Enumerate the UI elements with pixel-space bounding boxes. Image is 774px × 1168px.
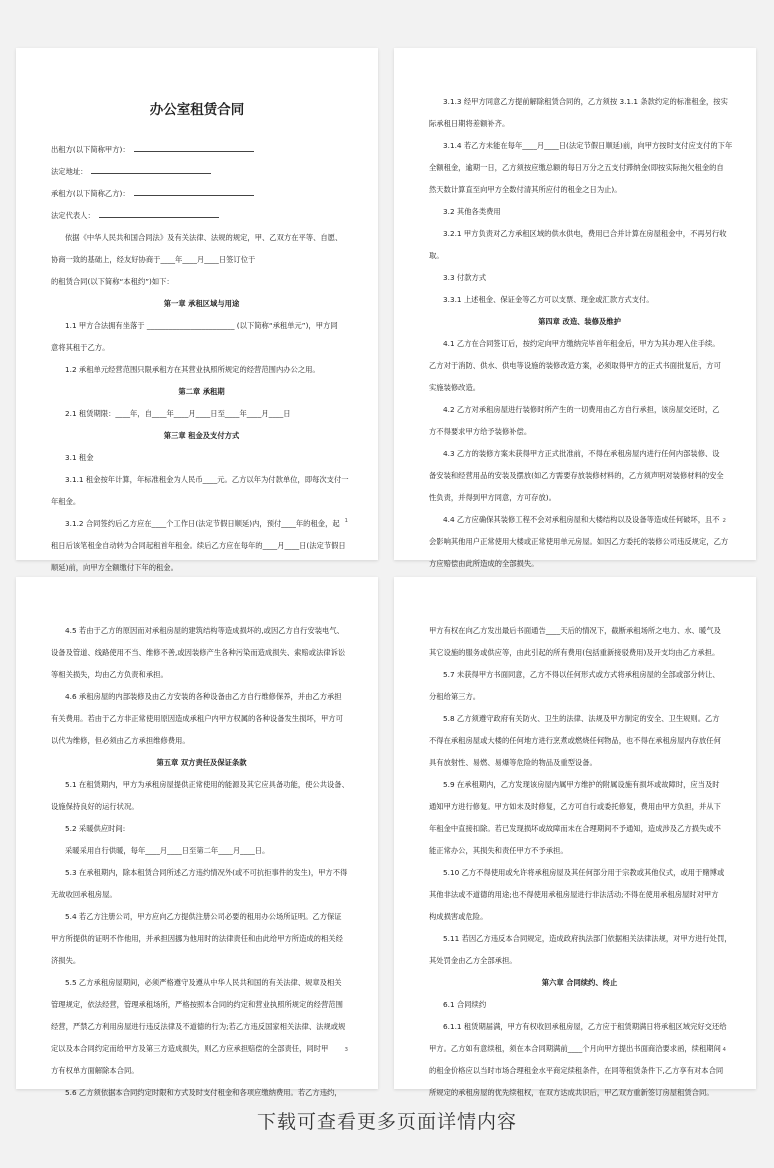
line-text: 依据《中华人民共和国合同法》及有关法律、法规的规定，甲、乙双方在平等、自愿、: [65, 233, 343, 242]
line-text: 方不得要求甲方给予装修补偿。: [429, 427, 532, 436]
line-text: 方有权单方面解除本合同。: [51, 1066, 139, 1075]
text-line: [429, 135, 733, 157]
text-line: [51, 774, 352, 796]
document-page-1: [16, 48, 378, 572]
text-line: [429, 157, 730, 179]
line-text: 第三章 租金及支付方式: [163, 431, 240, 440]
page-number: 3: [344, 1047, 348, 1053]
text-line: [429, 686, 730, 708]
line-text: 具有放射性、易燃、易爆等危险的物品及重型设备。: [429, 758, 597, 767]
line-text: 不得在承租房屋或大楼的任何地方进行烹煮或燃烧任何物品，也不得在承租房屋内存放任何: [429, 736, 721, 745]
text-line: [51, 972, 352, 994]
text-line: [51, 1060, 352, 1082]
line-text: 5.5 乙方承租房屋期间，必须严格遵守及遵从中华人民共和国的有关法律、规章及相关: [65, 978, 342, 987]
line-text: 3.1.3 经甲方同意乙方提前解除租赁合同的，乙方须按 3.1.1 条款约定的标准租金，按实: [443, 97, 728, 106]
fill-in-blank: [91, 165, 211, 174]
chapter-heading: [51, 752, 352, 774]
text-line: [429, 1016, 730, 1038]
text-line: [51, 1082, 352, 1104]
fill-in-blank: [134, 143, 254, 152]
line-text: 第五章 双方责任及保证条款: [156, 758, 247, 767]
line-text: 1.2 承租单元经营范围只限承租方在其营业执照所规定的经营范围内办公之用。: [65, 365, 320, 374]
page-2-text: [429, 91, 733, 575]
text-line: [51, 840, 352, 862]
text-line: [51, 557, 352, 579]
line-text: 性负责，并得到甲方同意，方可存放)。: [429, 493, 556, 502]
text-line: [51, 686, 352, 708]
line-text: 5.4 若乙方注册公司，甲方应向乙方提供注册公司必要的租用办公场所证明。乙方保证: [65, 912, 342, 921]
line-text: 3.1.1 租金按年计算，年标准租金为人民币____元。乙方以年为付款单位，即每次支付一: [65, 475, 349, 484]
document-title: 办公室租赁合同: [149, 102, 245, 118]
line-text: 5.11 若因乙方违反本合同规定，造成政府执法部门依据相关法律法规，对甲方进行处罚，: [443, 934, 732, 943]
line-text: 定以及本合同约定而给甲方及第三方造成损失，则乙方应承担赔偿的全部责任，同时甲: [51, 1044, 329, 1053]
document-page-3: [16, 577, 378, 1097]
page-3-text: [51, 620, 352, 1104]
line-text: 6.1.1 租赁期届满，甲方有权收回承租房屋，乙方应于租赁期满日将承租区域完好交还给: [443, 1022, 727, 1031]
page-number: 4: [722, 1047, 726, 1053]
line-text: 5.2 采暖供应时间:: [65, 824, 126, 833]
text-line: [429, 796, 730, 818]
text-line: [429, 223, 730, 245]
line-text: 4.3 乙方的装修方案未获得甲方正式批准前，不得在承租房屋内进行任何内部装修、设: [443, 449, 720, 458]
text-line: [429, 399, 730, 421]
line-text: 协商一致的基础上，经友好协商于____年____月____日签订位于: [51, 255, 256, 264]
line-text: 年租金中直接扣除。若已发现损坏或故障而未在合理期间不予通知，造成涉及乙方损失或不: [429, 824, 721, 833]
text-line: [429, 1082, 730, 1104]
text-line: [429, 531, 730, 553]
text-line: [51, 271, 352, 293]
text-line: [429, 620, 730, 642]
line-text: 分租给第三方。: [429, 692, 481, 701]
text-line: [51, 249, 352, 271]
line-text: 顺延)前，向甲方全额缴付下年的租金。: [51, 563, 178, 572]
text-line: [429, 730, 730, 752]
line-text: 3.2 其他各类费用: [443, 207, 501, 216]
line-text: 甲方。乙方如有意续租，须在本合同期满前____个月向甲方提出书面商洽要求函，续租期间: [429, 1044, 721, 1053]
text-line: [51, 183, 352, 205]
text-line: [51, 664, 352, 686]
text-line: [429, 333, 730, 355]
text-line: [51, 1038, 352, 1060]
page-number: 1: [344, 518, 348, 524]
text-line: [51, 730, 352, 752]
line-text: 其它设施的服务或供应等，由此引起的所有费用(包括重新接驳费用)及开支均由乙方承担。: [429, 648, 720, 657]
text-line: [429, 91, 730, 113]
text-line: [51, 315, 352, 337]
line-text: 3.1.2 合同签约后乙方应在____个工作日(法定节假日顺延)内，预付____年的租金，起: [65, 519, 340, 528]
line-text: 甲方有权在向乙方发出最后书面通告____天后的情况下，截断承租场所之电力、水、暖气及: [429, 626, 721, 635]
text-line: [51, 1016, 352, 1038]
line-text: 租日后该笔租金自动转为合同起租首年租金。续后乙方应在每年的____月____日(法定节假日: [51, 541, 346, 550]
text-line: [51, 862, 352, 884]
text-line: [429, 113, 730, 135]
text-line: [429, 355, 730, 377]
line-text: 4.6 承租房屋的内部装修及由乙方安装的各种设备由乙方自行维修保养，并由乙方承担: [65, 692, 342, 701]
line-text: 设施保持良好的运行状况。: [51, 802, 139, 811]
text-line: [429, 201, 730, 223]
line-text: 4.1 乙方在合同签订后，按约定向甲方缴纳完毕首年租金后，甲方为其办理入住手续。: [443, 339, 720, 348]
page-number: 2: [722, 518, 726, 524]
line-text: 4.5 若由于乙方的原因而对承租房屋的建筑结构等造成损坏的,或因乙方自行安装电气、: [65, 626, 344, 635]
line-text: 构成损害或危险。: [429, 912, 488, 921]
line-text: 法定地址：: [51, 167, 88, 176]
line-text: 方应赔偿由此所造成的全部损失。: [429, 559, 539, 568]
text-line: [429, 1060, 730, 1082]
line-text: 5.10 乙方不得使用或允许将承租房屋及其任何部分用于宗教或其他仪式，或用于赌博或: [443, 868, 725, 877]
text-line: [51, 642, 352, 664]
line-text: 第六章 合同续约、终止: [541, 978, 618, 987]
text-line: [51, 994, 352, 1016]
line-text: 3.1 租金: [65, 453, 94, 462]
text-line: [429, 884, 730, 906]
line-text: 采暖采用自行供暖，每年____月____日至第二年____月____日。: [65, 846, 270, 855]
text-line: [429, 752, 730, 774]
line-text: 2.1 租赁期限：____年，自____年____月____日至____年____月____日: [65, 409, 291, 418]
line-text: 3.3.1 上述租金、保证金等乙方可以支票、现金或汇款方式支付。: [443, 295, 654, 304]
line-text: 5.9 在承租期内，乙方发现该房屋内属甲方维护的附属设施有损坏或故障时，应当及时: [443, 780, 720, 789]
line-text: 其他非法或不道德的用途;也不得使用承租房屋进行非法活动;不得在使用承租房屋时对甲方: [429, 890, 719, 899]
text-line: [429, 708, 730, 730]
download-more-link[interactable]: 下载可查看更多页面详情内容: [256, 1111, 517, 1133]
line-text: 设备及管道、线路使用不当、维修不善,或因装修产生各种污染而造成损失、索赔或法律诉讼: [51, 648, 346, 657]
line-text: 4.2 乙方对承租房屋进行装修时所产生的一切费用由乙方自行承担，该房屋交还时，乙: [443, 405, 720, 414]
line-text: 备安装和经营用品的安装及摆放(如乙方需要存放装修材料的，乙方须声明对装修材料的安全: [429, 471, 724, 480]
line-text: 有关费用。若由于乙方非正常使用原因造成承租户内甲方权属的各种设备发生损坏，甲方可: [51, 714, 343, 723]
line-text: 4.4 乙方应确保其装修工程不会对承租房屋和大楼结构以及设备等造成任何破坏，且不: [443, 515, 720, 524]
line-text: 5.7 未获得甲方书面同意，乙方不得以任何形式或方式将承租房屋的全部或部分转让、: [443, 670, 720, 679]
text-line: [429, 950, 730, 972]
line-text: 6.1 合同续约: [443, 1000, 487, 1009]
line-text: 3.3 付款方式: [443, 273, 487, 282]
chapter-heading: [51, 293, 352, 315]
text-line: [51, 708, 352, 730]
line-text: 通知甲方进行修复。甲方如未及时修复，乙方可自行或委托修复，费用由甲方负担，并从下: [429, 802, 721, 811]
document-page-2: [394, 48, 756, 568]
text-line: [429, 664, 730, 686]
line-text: 等相关损失，均由乙方负责和承担。: [51, 670, 168, 679]
text-line: [429, 443, 730, 465]
page-4-text: [429, 620, 730, 1104]
line-text: 3.1.4 若乙方未能在每年____月____日(法定节假日顺延)前，向甲方按时支付应支付的下年: [443, 141, 733, 150]
page-1-text: [51, 139, 352, 579]
text-line: [51, 535, 352, 557]
text-line: [51, 161, 352, 183]
line-text: 第二章 承租期: [178, 387, 225, 396]
text-line: [51, 950, 352, 972]
text-line: [51, 491, 352, 513]
line-text: 5.8 乙方须遵守政府有关防火、卫生的法律、法规及甲方制定的安全、卫生规则。乙方: [443, 714, 720, 723]
line-text: 其处罚金由乙方全部承担。: [429, 956, 517, 965]
text-line: [51, 205, 352, 227]
line-text: 然天数计算直至向甲方全数付清其所应付的租金之日为止)。: [429, 185, 622, 194]
line-text: 出租方(以下简称甲方)：: [51, 145, 130, 154]
line-text: 法定代表人：: [51, 211, 95, 220]
text-line: [51, 359, 352, 381]
line-text: 乙方对于消防、供水、供电等设施的装修改造方案，必须取得甲方的正式书面批复后，方可: [429, 361, 721, 370]
line-text: 第四章 改造、装修及维护: [538, 317, 621, 326]
text-line: [429, 862, 730, 884]
text-line: [429, 928, 730, 950]
text-line: [429, 509, 730, 531]
text-line: [429, 245, 730, 267]
line-text: 5.6 乙方须依据本合同约定时限和方式及时支付租金和各项应缴纳费用。若乙方违约，: [65, 1088, 342, 1097]
text-line: [51, 928, 352, 950]
text-line: [429, 179, 730, 201]
chapter-heading: [51, 425, 352, 447]
text-line: [51, 227, 352, 249]
text-line: [429, 267, 730, 289]
line-text: 际承租日期将差额补齐。: [429, 119, 510, 128]
text-line: [429, 906, 730, 928]
line-text: 甲方所提供的证明不作他用，并承担因挪为他用时的法律责任和由此给甲方所造成的相关经: [51, 934, 343, 943]
line-text: 承租方(以下简称乙方)：: [51, 189, 130, 198]
line-text: 的租赁合同(以下简称“本租约”)如下：: [51, 277, 174, 286]
line-text: 管理规定，依法经营，管理承租场所，严格按照本合同的约定和营业执照所规定的经营范围: [51, 1000, 343, 1009]
chapter-heading: [51, 381, 352, 403]
text-line: [429, 421, 730, 443]
line-text: 无故收回承租房屋。: [51, 890, 117, 899]
line-text: 第一章 承租区域与用途: [163, 299, 240, 308]
text-line: [429, 289, 730, 311]
line-text: 的租金价格应以当时市场合理租金水平商定续租条件，在同等租赁条件下,乙方享有对本合同: [429, 1066, 724, 1075]
text-line: [51, 796, 352, 818]
line-text: 以代为维修，但必须由乙方承担维修费用。: [51, 736, 190, 745]
text-line: [51, 447, 352, 469]
line-text: 济损失。: [51, 956, 81, 965]
text-line: [51, 884, 352, 906]
text-line: [429, 465, 730, 487]
line-text: 取。: [429, 251, 444, 260]
line-text: 所规定的承租房屋的优先续租权，在双方达成共识后，甲乙双方重新签订房屋租赁合同。: [429, 1088, 714, 1097]
fill-in-blank: [99, 209, 219, 218]
line-text: 年租金。: [51, 497, 81, 506]
text-line: [429, 818, 730, 840]
line-text: 5.1 在租赁期内，甲方为承租房屋提供正常使用的能源及其它应具备功能，使公共设备、: [65, 780, 349, 789]
line-text: 能正常办公，其损失和责任甲方不予承担。: [429, 846, 568, 855]
line-text: 5.3 在承租期内，除本租赁合同所述乙方违约情况外(或不可抗拒事件的发生)，甲方不得: [65, 868, 348, 877]
line-text: 3.2.1 甲方负责对乙方承租区域的供水供电，费用已合并计算在房屋租金中，不再另行收: [443, 229, 727, 238]
line-text: 经营，严禁乙方利用房屋进行违反法律及不道德的行为;若乙方违反国家相关法律、法规或规: [51, 1022, 346, 1031]
line-text: 会影响其他用户正常使用大楼或正常使用单元房屋。如因乙方委托的装修公司违反规定，乙方: [429, 537, 729, 546]
line-text: 1.1 甲方合法拥有坐落于 ________________________ (以下简称“承租单元”)，甲方同: [65, 321, 338, 330]
text-line: [51, 469, 352, 491]
text-line: [429, 642, 730, 664]
line-text: 全额租金，逾期一日，乙方须按应缴总额的每日万分之五支付滞纳金(即按实际拖欠租金的自: [429, 163, 724, 172]
chapter-heading: [429, 311, 730, 333]
text-line: [429, 377, 730, 399]
text-line: [429, 553, 730, 575]
line-text: 意将其租于乙方。: [51, 343, 110, 352]
text-line: [51, 403, 352, 425]
text-line: [51, 620, 352, 642]
document-page-4: [394, 577, 756, 1097]
text-line: [51, 818, 352, 840]
chapter-heading: [429, 972, 730, 994]
text-line: [429, 774, 730, 796]
text-line: [51, 513, 352, 535]
text-line: [51, 139, 352, 161]
text-line: [429, 840, 730, 862]
text-line: [429, 1038, 730, 1060]
line-text: 实施装修改造。: [429, 383, 481, 392]
text-line: [51, 337, 352, 359]
fill-in-blank: [134, 187, 254, 196]
text-line: [429, 994, 730, 1016]
text-line: [51, 906, 352, 928]
text-line: [429, 487, 730, 509]
